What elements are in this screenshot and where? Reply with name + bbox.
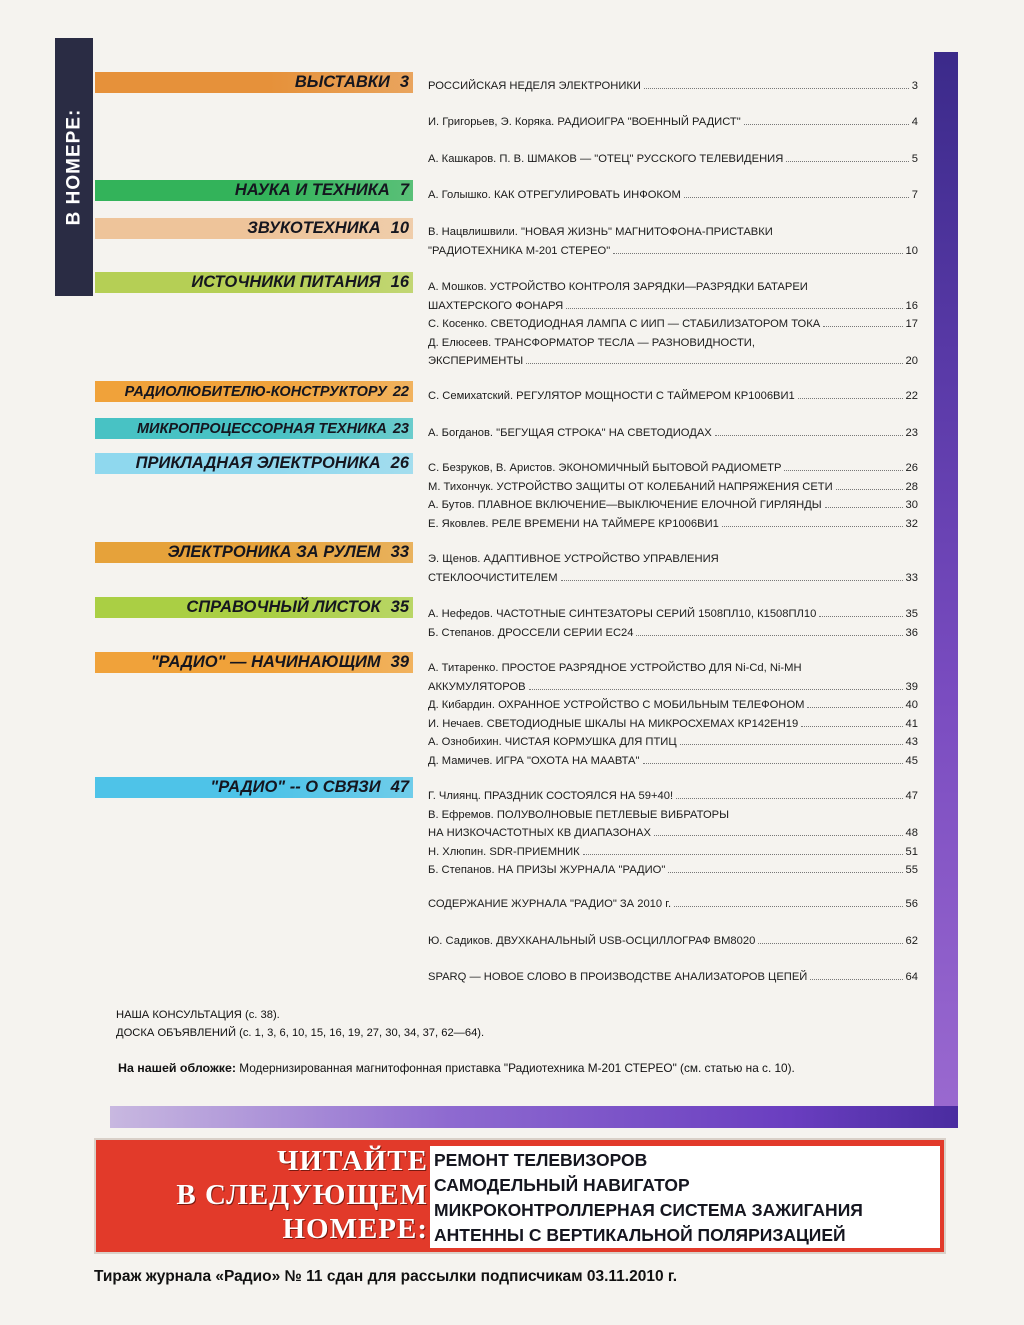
circulation-footer: Тираж журнала «Радио» № 11 сдан для рассылки подписчикам 03.11.2010 г. <box>94 1268 678 1285</box>
toc-entry-page: 39 <box>905 680 918 693</box>
toc-entry-page: 64 <box>905 971 918 983</box>
toc-entry-title: СТЕКЛООЧИСТИТЕЛЕМ <box>428 571 558 584</box>
toc-entry-page: 30 <box>905 499 918 511</box>
cover-note <box>118 1061 795 1075</box>
toc-entry-page: 33 <box>905 571 918 584</box>
next-issue-title-line: ЧИТАЙТЕ <box>277 1145 428 1177</box>
section-bar[interactable] <box>95 218 413 239</box>
toc-entry-page: 47 <box>905 790 918 802</box>
next-issue-panel <box>94 1138 946 1254</box>
toc-entry-title: А. Титаренко. ПРОСТОЕ РАЗРЯДНОЕ УСТРОЙСТВО ДЛЯ Ni-Cd, Ni-MH <box>428 662 802 674</box>
toc-entry-title: В. Нацвлишвили. "НОВАЯ ЖИЗНЬ" МАГНИТОФОНА-ПРИСТАВКИ <box>428 226 773 238</box>
toc-entry-page: 48 <box>905 827 918 839</box>
toc-entry-page: 51 <box>905 845 918 858</box>
next-issue-item[interactable]: САМОДЕЛЬНЫЙ НАВИГАТОР <box>434 1175 690 1195</box>
toc-entry-title: Б. Степанов. НА ПРИЗЫ ЖУРНАЛА "РАДИО" <box>428 864 666 876</box>
toc-entry-page: 32 <box>905 517 918 530</box>
section-bar[interactable] <box>95 72 413 93</box>
toc-entry-page: 41 <box>905 717 918 730</box>
toc-entry-page: 17 <box>905 318 918 330</box>
toc-entry[interactable] <box>428 113 918 132</box>
decorative-bottom-border <box>110 1106 958 1128</box>
toc-entry-title: А. Кашкаров. П. В. ШМАКОВ — "ОТЕЦ" РУССКОГО ТЕЛЕВИДЕНИЯ <box>428 153 784 165</box>
toc-entry[interactable] <box>428 387 918 406</box>
toc-entry[interactable] <box>428 787 918 880</box>
toc-entry-title: А. Мошков. УСТРОЙСТВО КОНТРОЛЯ ЗАРЯДКИ—РАЗРЯДКИ БАТАРЕИ <box>428 281 808 293</box>
toc-entry-page: 26 <box>905 462 918 474</box>
toc-entry[interactable] <box>428 932 918 951</box>
section-name: ИСТОЧНИКИ ПИТАНИЯ <box>191 273 381 291</box>
toc-entry-title: СОДЕРЖАНИЕ ЖУРНАЛА "РАДИО" ЗА 2010 г. <box>428 898 672 910</box>
toc-entry-page: 40 <box>905 699 918 711</box>
cover-note-text: Модернизированная магнитофонная приставка "Радиотехника М-201 СТЕРЕО" (см. статью на с. 10). <box>239 1061 795 1075</box>
section-page: 33 <box>390 543 409 561</box>
toc-entry-title: Н. Хлюпин. SDR-ПРИЕМНИК <box>428 845 580 858</box>
toc-entry-page: 4 <box>911 116 918 128</box>
toc-entry-page: 3 <box>911 80 918 92</box>
section-page: 10 <box>390 219 409 237</box>
section-page: 47 <box>390 778 409 796</box>
toc-entry-title: РОССИЙСКАЯ НЕДЕЛЯ ЭЛЕКТРОНИКИ <box>428 80 641 92</box>
next-issue-title-line: НОМЕРЕ: <box>282 1213 428 1245</box>
toc-entry-title: АККУМУЛЯТОРОВ <box>428 680 526 693</box>
section-bar[interactable] <box>95 453 413 474</box>
section-name: РАДИОЛЮБИТЕЛЮ-КОНСТРУКТОРУ <box>124 383 387 400</box>
section-bar[interactable] <box>95 597 413 618</box>
toc-entry[interactable] <box>428 278 918 371</box>
toc-entry-page: 28 <box>905 480 918 493</box>
toc-entry-title: Ю. Садиков. ДВУХКАНАЛЬНЫЙ USB-ОСЦИЛЛОГРАФ ВМ8020 <box>428 935 756 947</box>
next-issue-list <box>430 1146 940 1248</box>
toc-entry-title: А. Бутов. ПЛАВНОЕ ВКЛЮЧЕНИЕ—ВЫКЛЮЧЕНИЕ ЕЛОЧНОЙ ГИРЛЯНДЫ <box>428 499 822 511</box>
toc-entry-title: "РАДИОТЕХНИКА М-201 СТЕРЕО" <box>428 244 611 257</box>
toc-entry[interactable] <box>428 550 918 587</box>
toc-entry-title: М. Тихончук. УСТРОЙСТВО ЗАЩИТЫ ОТ КОЛЕБАНИЙ НАПРЯЖЕНИЯ СЕТИ <box>428 480 833 493</box>
classifieds-note: ДОСКА ОБЪЯВЛЕНИЙ (с. 1, 3, 6, 10, 15, 16, 19, 27, 30, 34, 37, 62—64). <box>116 1026 485 1039</box>
toc-entry-page: 62 <box>905 935 918 947</box>
section-name: СПРАВОЧНЫЙ ЛИСТОК <box>186 598 381 616</box>
toc-entry-title: SPARQ — НОВОЕ СЛОВО В ПРОИЗВОДСТВЕ АНАЛИЗАТОРОВ ЦЕПЕЙ <box>428 971 808 983</box>
toc-entry-page: 7 <box>911 189 918 201</box>
toc-entry[interactable] <box>428 659 918 770</box>
toc-entry-title: Э. Щенов. АДАПТИВНОЕ УСТРОЙСТВО УПРАВЛЕНИЯ <box>428 553 719 565</box>
toc-entry[interactable] <box>428 968 918 987</box>
toc-entry-title: Е. Яковлев. РЕЛЕ ВРЕМЕНИ НА ТАЙМЕРЕ КР1006ВИ1 <box>428 517 719 530</box>
next-issue-item[interactable]: АНТЕННЫ С ВЕРТИКАЛЬНОЙ ПОЛЯРИЗАЦИЕЙ <box>434 1225 846 1245</box>
section-bar[interactable] <box>95 418 413 439</box>
toc-entry-page: 43 <box>905 736 918 748</box>
toc-entry-page: 23 <box>905 427 918 439</box>
section-page: 22 <box>392 383 409 400</box>
decorative-right-border <box>934 52 958 1127</box>
section-bar[interactable] <box>95 180 413 201</box>
banner-label: В НОМЕРЕ: <box>63 108 84 226</box>
section-name: "РАДИО" -- О СВЯЗИ <box>210 778 381 796</box>
toc-entry-page: 35 <box>905 608 918 620</box>
toc-entry-page: 55 <box>905 864 918 876</box>
section-page: 23 <box>392 420 409 437</box>
section-name: МИКРОПРОЦЕССОРНАЯ ТЕХНИКА <box>136 420 387 437</box>
toc-entry-page: 20 <box>905 355 918 367</box>
toc-entry-title: Д. Кибардин. ОХРАННОЕ УСТРОЙСТВО С МОБИЛЬНЫМ ТЕЛЕФОНОМ <box>428 699 805 711</box>
section-page: 7 <box>399 181 409 199</box>
section-page: 3 <box>399 73 409 91</box>
notes-block <box>116 1007 484 1042</box>
section-bar[interactable] <box>95 777 413 798</box>
section-name: "РАДИО" — НАЧИНАЮЩИМ <box>150 653 381 671</box>
next-issue-title-line: В СЛЕДУЮЩЕМ <box>176 1179 428 1211</box>
toc-entry[interactable] <box>428 459 918 533</box>
toc-entry-page: 45 <box>905 754 918 767</box>
toc-entry-title: Д. Елюсеев. ТРАНСФОРМАТОР ТЕСЛА — РАЗНОВИДНОСТИ, <box>428 336 755 349</box>
toc-entry[interactable] <box>428 77 918 96</box>
toc-entry[interactable] <box>428 223 918 260</box>
toc-entry-title: С. Косенко. СВЕТОДИОДНАЯ ЛАМПА С ИИП — СТАБИЛИЗАТОРОМ ТОКА <box>428 318 821 330</box>
toc-entry-title: Г. Члиянц. ПРАЗДНИК СОСТОЯЛСЯ НА 59+40! <box>428 790 674 802</box>
next-issue-item[interactable]: РЕМОНТ ТЕЛЕВИЗОРОВ <box>434 1150 648 1170</box>
toc-entry[interactable] <box>428 895 918 914</box>
section-bar[interactable] <box>95 542 413 563</box>
section-page: 26 <box>390 454 409 472</box>
section-name: ВЫСТАВКИ <box>294 73 390 91</box>
section-page: 16 <box>390 273 409 291</box>
toc-entry-page: 36 <box>905 626 918 639</box>
toc-entry-page: 5 <box>911 153 918 165</box>
toc-entry-title: И. Нечаев. СВЕТОДИОДНЫЕ ШКАЛЫ НА МИКРОСХЕМАХ КР142ЕН19 <box>428 717 799 730</box>
toc-entry-title: А. Богданов. "БЕГУЩАЯ СТРОКА" НА СВЕТОДИОДАХ <box>428 427 712 439</box>
toc-entry-title: И. Григорьев, Э. Коряка. РАДИОИГРА "ВОЕННЫЙ РАДИСТ" <box>428 116 741 128</box>
toc-entry[interactable] <box>428 605 918 642</box>
toc-entry-page: 56 <box>905 898 918 910</box>
section-name: ЗВУКОТЕХНИКА <box>247 219 381 237</box>
consultation-note: НАША КОНСУЛЬТАЦИЯ (с. 38). <box>116 1009 280 1021</box>
toc-entry[interactable] <box>428 150 918 169</box>
toc-entry-title: С. Безруков, В. Аристов. ЭКОНОМИЧНЫЙ БЫТОВОЙ РАДИОМЕТР <box>428 462 782 474</box>
section-bar[interactable] <box>95 272 413 293</box>
section-name: ЭЛЕКТРОНИКА ЗА РУЛЕМ <box>167 543 381 561</box>
toc-entry-title: А. Ознобихин. ЧИСТАЯ КОРМУШКА ДЛЯ ПТИЦ <box>428 736 677 748</box>
toc-entry-title: Б. Степанов. ДРОССЕЛИ СЕРИИ ЕС24 <box>428 626 634 639</box>
section-page: 39 <box>390 653 409 671</box>
toc-entry-title: В. Ефремов. ПОЛУВОЛНОВЫЕ ПЕТЛЕВЫЕ ВИБРАТОРЫ <box>428 808 730 821</box>
toc-entry[interactable] <box>428 186 918 205</box>
section-page: 35 <box>390 598 409 616</box>
toc-entry-page: 22 <box>905 390 918 402</box>
toc-entry-title: ШАХТЕРСКОГО ФОНАРЯ <box>428 299 564 312</box>
section-banner <box>55 38 93 296</box>
toc-entry-title: ЭКСПЕРИМЕНТЫ <box>428 355 524 367</box>
next-issue-item[interactable]: МИКРОКОНТРОЛЛЕРНАЯ СИСТЕМА ЗАЖИГАНИЯ <box>434 1200 863 1220</box>
toc-entry-title: Д. Мамичев. ИГРА "ОХОТА НА МААВТА" <box>428 754 640 767</box>
toc-entry[interactable] <box>428 424 918 443</box>
toc-entry-title: А. Голышко. КАК ОТРЕГУЛИРОВАТЬ ИНФОКОМ <box>428 189 681 201</box>
section-name: ПРИКЛАДНАЯ ЭЛЕКТРОНИКА <box>135 454 381 472</box>
toc-entry-title: С. Семихатский. РЕГУЛЯТОР МОЩНОСТИ С ТАЙМЕРОМ КР1006ВИ1 <box>428 390 795 402</box>
toc-entry-title: А. Нефедов. ЧАСТОТНЫЕ СИНТЕЗАТОРЫ СЕРИЙ 1508ПЛ10, К1508ПЛ10 <box>428 608 817 620</box>
next-issue-title <box>96 1144 428 1246</box>
section-bar[interactable] <box>95 652 413 673</box>
toc-entry-title: НА НИЗКОЧАСТОТНЫХ КВ ДИАПАЗОНАХ <box>428 827 651 839</box>
cover-note-label: На нашей обложке: <box>118 1061 236 1075</box>
toc-entry-page: 10 <box>905 244 918 257</box>
section-bar[interactable] <box>95 381 413 402</box>
toc-entry-page: 16 <box>905 299 918 312</box>
section-name: НАУКА И ТЕХНИКА <box>234 181 390 199</box>
